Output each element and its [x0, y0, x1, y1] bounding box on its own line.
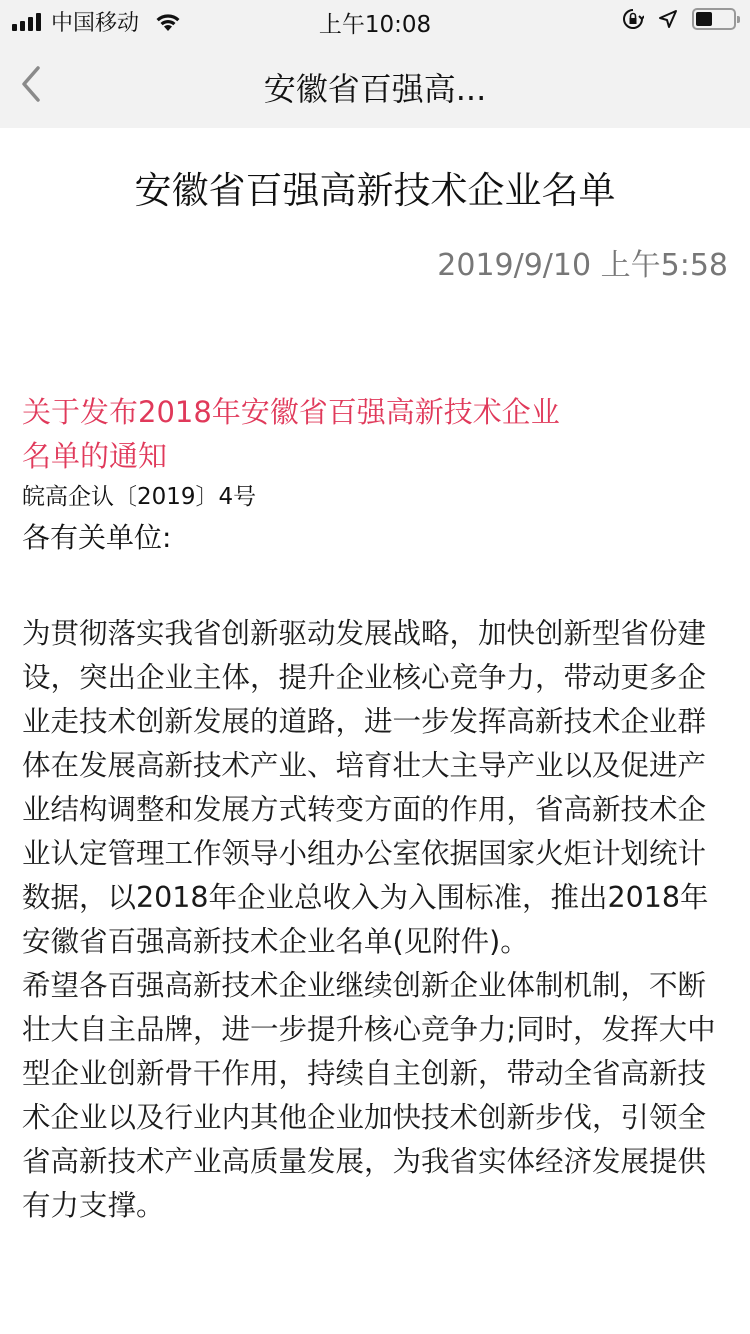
notice-title-line2: 名单的通知 — [22, 439, 168, 473]
status-time: 上午10:08 — [318, 12, 432, 38]
article-date: 2019/9/10 上午5:58 — [437, 248, 728, 283]
nav-title: 安徽省百强高... — [263, 70, 487, 108]
article-title: 安徽省百强高新技术企业名单 — [134, 169, 616, 212]
carrier-name: 中国移动 — [51, 11, 140, 36]
orientation-lock-icon — [622, 8, 644, 30]
notice-title-line1: 关于发布2018年安徽省百强高新技术企业 — [22, 395, 560, 429]
notice-title — [22, 390, 602, 478]
nav-bar — [0, 40, 750, 128]
battery-icon — [692, 8, 736, 30]
document-number: 皖高企认〔2019〕4号 — [22, 484, 257, 510]
article-body — [22, 612, 728, 1228]
top-bar — [0, 0, 750, 128]
paragraph-2: 希望各百强高新技术企业继续创新企业体制机制，不断壮大自主品牌，进一步提升核心竞争力;同时，发挥大中型企业创新骨干作用，持续自主创新，带动全省高新技术企业以及行业内其他企业加快技术创新步伐，引领全省高新技术产业高质量发展，为我省实体经济发展提供有力支撑。 — [22, 969, 716, 1222]
salutation: 各有关单位: — [22, 521, 172, 554]
paragraph-1: 为贯彻落实我省创新驱动发展战略，加快创新型省份建设，突出企业主体，提升企业核心竞争力，带动更多企业走技术创新发展的道路，进一步发挥高新技术企业群体在发展高新技术产业、培育壮大主导产业以及促进产业结构调整和发展方式转变方面的作用，省高新技术企业认定管理工作领导小组办公室依据国家火炬计划统计数据，以2018年企业总收入为入围标准，推出2018年安徽省百强高新技术企业名单(见附件)。 — [22, 617, 709, 958]
location-icon — [658, 9, 678, 29]
status-bar — [0, 0, 750, 40]
